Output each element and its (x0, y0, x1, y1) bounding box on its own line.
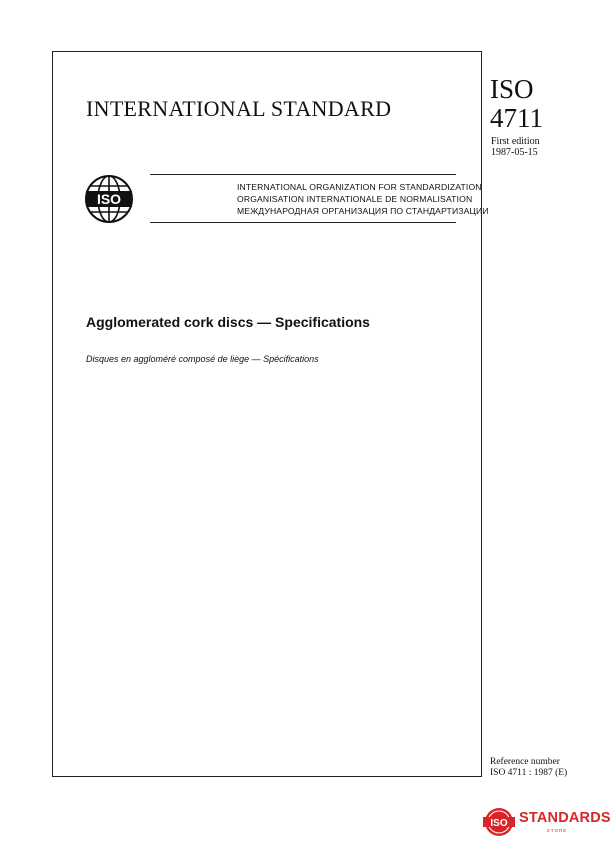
org-rule-top (150, 174, 456, 175)
edition-info (491, 136, 540, 158)
document-title: Agglomerated cork discs — Specifications (86, 314, 370, 330)
document-frame (52, 51, 482, 777)
reference-block (490, 757, 567, 779)
org-name-russian: МЕЖДУНАРОДНАЯ ОРГАНИЗАЦИЯ ПО СТАНДАРТИЗАЦИИ (237, 206, 489, 217)
reference-label: Reference number (490, 757, 560, 767)
org-name-french: ORGANISATION INTERNATIONALE DE NORMALISATION (237, 194, 473, 205)
iso-label: ISO (490, 74, 534, 104)
org-name-english: INTERNATIONAL ORGANIZATION FOR STANDARDIZATION (237, 182, 482, 192)
iso-number: 4711 (490, 103, 543, 133)
store-name: STANDARDS (519, 810, 611, 826)
edition-label: First edition (491, 136, 540, 147)
standard-type-heading: INTERNATIONAL STANDARD (86, 96, 392, 121)
standards-store-logo[interactable] (482, 807, 611, 837)
document-title-french: Disques en aggloméré composé de liège — Spécifications (86, 354, 319, 364)
iso-globe-logo (84, 174, 134, 224)
edition-date: 1987-05-15 (491, 147, 538, 158)
organization-names (237, 181, 489, 218)
reference-number: ISO 4711 : 1987 (E) (490, 768, 568, 778)
store-badge-icon (482, 807, 516, 837)
store-badge-text: ISO (490, 818, 508, 829)
logo-text: ISO (96, 191, 122, 207)
org-rule-bottom (150, 222, 456, 223)
store-subtitle: STORE (546, 828, 568, 833)
